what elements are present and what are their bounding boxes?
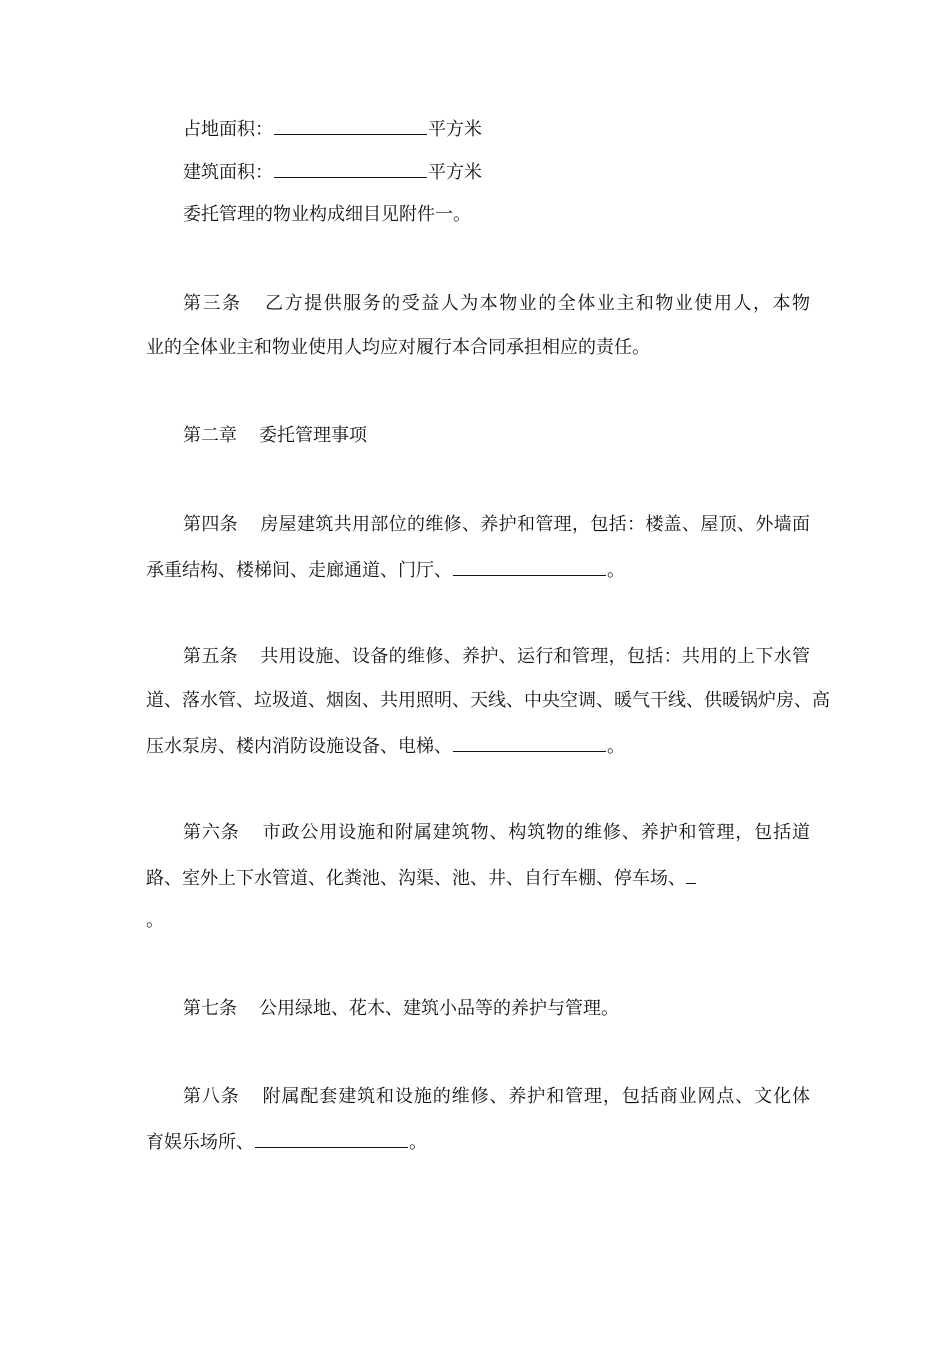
article-3-line-2: 业的全体业主和物业使用人均应对履行本合同承担相应的责任。	[146, 337, 650, 358]
land-area-label: 占地面积：	[183, 119, 273, 140]
land-area-unit: 平方米	[428, 119, 482, 140]
article-5-end: 。	[607, 736, 625, 757]
article-4-blank	[453, 555, 606, 576]
article-6-blank	[686, 863, 696, 884]
article-4-title: 第四条	[183, 514, 238, 535]
article-5-title: 第五条	[183, 646, 238, 667]
article-6-line-3: 。	[146, 910, 164, 931]
article-4-text-1: 房屋建筑共用部位的维修、养护和管理，包括：楼盖、屋顶、外墙面	[260, 514, 810, 535]
article-5-line-3	[146, 731, 810, 759]
article-6-text-2: 路、室外上下水管道、化粪池、沟渠、池、井、自行车棚、停车场、	[146, 868, 686, 889]
article-8-end: 。	[409, 1132, 427, 1153]
article-3-line-1	[146, 290, 810, 318]
land-area-row	[146, 114, 810, 142]
article-4-line-1	[146, 511, 810, 539]
article-5-text-3: 压水泵房、楼内消防设施设备、电梯、	[146, 736, 452, 757]
article-5-line-2: 道、落水管、垃圾道、烟囱、共用照明、天线、中央空调、暖气干线、供暖锅炉房、高	[146, 690, 830, 711]
article-5-line-1	[146, 643, 810, 671]
article-7-line-1	[146, 995, 810, 1023]
article-6-text-1: 市政公用设施和附属建筑物、构筑物的维修、养护和管理，包括道	[261, 822, 810, 843]
chapter-2-title: 委托管理事项	[259, 425, 367, 446]
article-4-line-2	[146, 555, 810, 583]
article-6-line-2	[146, 863, 810, 891]
article-5-blank	[453, 731, 606, 752]
building-area-row	[146, 157, 810, 185]
article-6-title: 第六条	[183, 822, 240, 843]
article-8-line-2	[146, 1127, 810, 1155]
article-8-text-1: 附属配套建筑和设施的维修、养护和管理，包括商业网点、文化体	[261, 1086, 810, 1107]
article-3-text-1: 乙方提供服务的受益人为本物业的全体业主和物业使用人，本物	[263, 293, 811, 314]
property-detail-note: 委托管理的物业构成细目见附件一。	[183, 204, 471, 225]
article-7-text-1: 公用绿地、花木、建筑小品等的养护与管理。	[259, 998, 619, 1019]
land-area-blank	[274, 114, 427, 135]
article-7-title: 第七条	[183, 998, 237, 1019]
article-8-blank	[255, 1127, 408, 1148]
building-area-label: 建筑面积：	[183, 162, 273, 183]
article-8-line-1	[146, 1083, 810, 1111]
chapter-2-heading	[146, 422, 810, 450]
article-6-line-1	[146, 819, 810, 847]
article-3-title: 第三条	[183, 293, 242, 314]
building-area-blank	[274, 157, 427, 178]
article-8-text-2: 育娱乐场所、	[146, 1132, 254, 1153]
building-area-unit: 平方米	[428, 162, 482, 183]
article-4-end: 。	[607, 560, 625, 581]
article-8-title: 第八条	[183, 1086, 240, 1107]
article-5-text-1: 共用设施、设备的维修、养护、运行和管理，包括：共用的上下水管	[260, 646, 810, 667]
article-4-text-2: 承重结构、楼梯间、走廊通道、门厅、	[146, 560, 452, 581]
chapter-2-number: 第二章	[183, 425, 237, 446]
